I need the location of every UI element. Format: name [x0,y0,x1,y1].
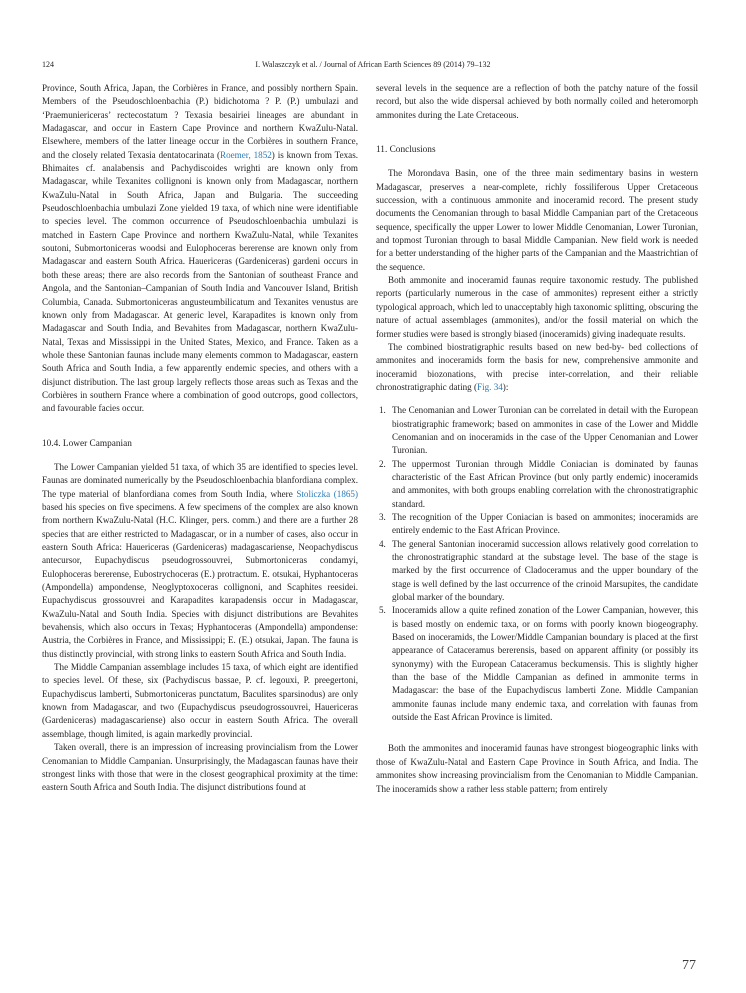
list-text: The uppermost Turonian through Middle Coniacian is dominated by faunas characteristic of the East African Province (but only partly endemic) inoceramids and ammonites, with both groups enabling correlation with the chronostratigraphic standard. [392,458,698,509]
list-text: The general Santonian inoceramid succession allows relatively good correlation to the chronostratigraphic standard at the substage level. The base of the stage is marked by the first occurrence of Cladoceramus and the upper boundary of the stage is well defined by the last occurrence of the crinoid Marsupites, the candidate global marker of the boundary. [392,538,698,603]
text-run: The combined biostratigraphic results based on new bed-by- bed collections of ammonites and inoceramids form the basis for new, comprehensive ammonite and inoceramid biozonations, with precise inter-correlation, and their reliable chronostratigraphic dating ( [376,341,698,392]
text-run: ) is known from Texas. Bhimaites cf. analabensis and Pachydiscoides wrighti are known only from Madagascar, while Texanites collignoni is known only from Madagascar, northern KwaZulu-Natal in South Africa, Japan and Bulgaria. The succeeding Pseudoschloenbachia umbulazi Zone yielded 19 taxa, of which nine were identifiable to species level. The common occurrence of Pseudoschloenbachia umbulazi is matched in Eastern Cape Province and northern KwaZulu-Natal, while Texanites soutoni, Submortoniceras woodsi and Eulophoceras bererense are known only from Madagascar and eastern South Africa. Hauericeras (Gardeniceras) gardeni occurs in both these areas; there are also records from the Santonian of southeast France and Angola, and the Santonian–Campanian of South India and Vancouver Island, British Columbia, Canada. Submortoniceras angusteumbilicatum and Texanites venustus are known only from Madagascar. At generic level, Karapadites is known only from Madagascar and South India, and Bevahites from Madagascar, northern KwaZulu-Natal, Texas and Mississippi in the United States, Mexico, and France. Taken as a whole these Santonian faunas include many elements common to Madagascar, eastern South Africa and South India, a few apparently endemic species, and others with a disjunct distribution. The last group largely reflects those areas such as Texas and the Corbières in southern France where a combination of good outcrops, good collectors, and favourable facies occur. [42,149,359,414]
list-item [376,538,698,605]
paragraph-biostratigraphic-results [376,341,698,394]
running-title: I. Walaszczyk et al. / Journal of African Earth Sciences 89 (2014) 79–132 [255,60,491,69]
page-number: 124 [42,60,54,69]
spacer [376,394,698,404]
text-run: The Lower Campanian yielded 51 taxa, of which 35 are identified to species level. Faunas are dominated numerically by the Pseudoschloenbachia blanfordiana complex. The type material of blanfordiana comes from South India, where [42,461,358,499]
spacer [376,122,698,144]
figure-link-34[interactable]: Fig. 34 [477,381,503,392]
list-number: 2. [379,458,386,469]
paragraph-lower-campanian [42,461,358,661]
paragraph-biogeographic-links: Both the ammonites and inoceramid faunas have strongest biogeographic links with those of KwaZulu-Natal and Eastern Cape Province in South Africa, and India. The ammonites show increasing provincialism from the Cenomanian to Middle Campanian. The inoceramids show a rather less stable pattern; from entirely [376,743,698,794]
text-run: ): [502,381,509,392]
list-number: 1. [379,405,386,416]
left-column [42,82,358,795]
list-item [376,604,698,724]
spacer [376,724,698,742]
section-heading-lower-campanian: 10.4. Lower Campanian [42,438,132,449]
paragraph-taxonomic-restudy: Both ammonite and inoceramid faunas require taxonomic restudy. The published reports (particularly numerous in the case of ammonites) represent either a strictly typological approach, which led to unacceptably high taxonomic splitting, obscuring the nature of actual assemblages (ammonites), and/or the fossil material on which the former studies were based is strongly biased (inoceramids) giving inadequate results. [376,275,698,339]
right-column [376,82,698,796]
paragraph-continuation: several levels in the sequence are a reflection of both the patchy nature of the fossil record, but also the wide dispersal achieved by both normally coiled and heteromorph ammonites during the Late Cretaceous. [376,83,698,120]
list-number: 5. [379,605,386,616]
spacer [42,416,358,438]
spacer [42,451,358,461]
list-number: 4. [379,538,386,549]
list-item [376,511,698,538]
list-number: 3. [379,511,386,522]
paragraph-middle-campanian: The Middle Campanian assemblage includes 15 taxa, of which eight are identified to species level. Of these, six (Pachydiscus bassae, P. cf. legouxi, P. preegertoni, Eupachydiscus lamberti, Submortoniceras punctatum, Baculites sparsinodus) are only known from Madagascar, and two (Eupachydiscus pseudogrossouvrei, Hauericeras (Gardeniceras) madagascariense) also occur in eastern South Africa. The overall assemblage, though limited, is again markedly provincial. [42,662,358,739]
citation-link-stoliczka[interactable]: Stoliczka (1865) [296,488,359,499]
folio-number: 77 [682,958,696,973]
text-run: based his species on five specimens. A few specimens of the complex are also known from northern KwaZulu-Natal (H.C. Klinger, pers. comm.) and there are a further 28 species that are either restricted to Madagascar, or in a number of cases, also occur in eastern South Africa: Hauericeras (Gardeniceras) madagascariense, Neopachydiscus antecursor, Eupachydiscus pseudogrossouvrei, Submortoniceras condamyi, Eulophoceras bererense, Eubostrychoceras (E.) protractum. E. otsukai, Hyphantoceras (Ampondella) ampondense, Neoglyptoxoceras collignoni, and Scaphites reesidei. Eupachydiscus grossouvrei and Karapadites karapadensis occur in Madagascar, KwaZulu-Natal and South India. Species with disjunct distributions are Bevahites bevahensis, which also occurs in Texas; Hyphantoceras (Ampondella) ampondense: Austria, the Corbières in France, and Mississippi; E. (E.) otsukai, Japan. The fauna is thus distinctly provincial, with strong links to eastern South Africa and South India. [42,501,358,659]
section-heading-conclusions: 11. Conclusions [376,145,436,156]
text-run: Province, South Africa, Japan, the Corbières in France, and possibly northern Spain. Members of the Pseudoschloenbachia (P.) bidichotoma ? P. (P.) umbulazi and ‘Praemuniericeras’ rectecostatum ? Texasia besairiei lineages are abundant in Madagascar, and occur in Eastern Cape Province and northern KwaZulu-Natal. Elsewhere, members of the latter lineage occur in the Corbières in southern France, and the closely related Texasia dentatocarinata ( [42,83,358,160]
list-item [376,404,698,457]
paragraph-provincialism: Taken overall, there is an impression of increasing provincialism from the Lower Cenomanian to Middle Campanian. Unsurprisingly, the Madagascan faunas have their strongest links with those that were in the closest geographical proximity at the time: eastern South Africa and South India. The disjunct distributions found at [42,742,358,793]
conclusions-list [376,404,698,724]
paragraph-santonian-faunas [42,82,358,416]
spacer [376,157,698,167]
list-text: The Cenomanian and Lower Turonian can be correlated in detail with the European biostratigraphic framework; based on ammonites in case of the Lower and Middle Cenomanian and on inoceramids in the case of the Upper Cenomanian and Lower Turonian. [392,405,698,456]
list-text: The recognition of the Upper Coniacian is based on ammonites; inoceramids are entirely endemic to the East African Province. [392,511,698,536]
citation-link-roemer[interactable]: Roemer, 1852 [220,149,272,160]
paragraph-morondava-basin: The Morondava Basin, one of the three main sedimentary basins in western Madagascar, preserves a near-complete, richly fossiliferous Upper Cretaceous succession, with a continuous ammonite and inoceramid record. The present study documents the Cenomanian through to basal Middle Campanian part of the Cretaceous sequence, specifically the upper Lower to lower Middle Cenomanian, Lower Turonian, and topmost Turonian through to basal Middle Campanian. New field work is needed for a better understanding of the higher parts of the Campanian and the Maastrichtian of the sequence. [376,168,698,272]
running-header [0,58,746,72]
list-item [376,458,698,511]
list-text: Inoceramids allow a quite refined zonation of the Lower Campanian, however, this is based mostly on endemic taxa, or on forms with poorly known biogeography. Based on inoceramids, the Lower/Middle Campanian boundary is placed at the first appearance of Cataceramus bererensis, based on apparent affinity (or possibly its synonymy) with the European Cataceramus beckumensis. This is slightly higher than the base of the Middle Campanian as defined in ammonite terms in Madagascar: the base of the Eupachydiscus lamberti Zone. Middle Campanian ammonite faunas include many endemic taxa, and correlation with faunas from outside the East African Province is limited. [392,605,698,723]
